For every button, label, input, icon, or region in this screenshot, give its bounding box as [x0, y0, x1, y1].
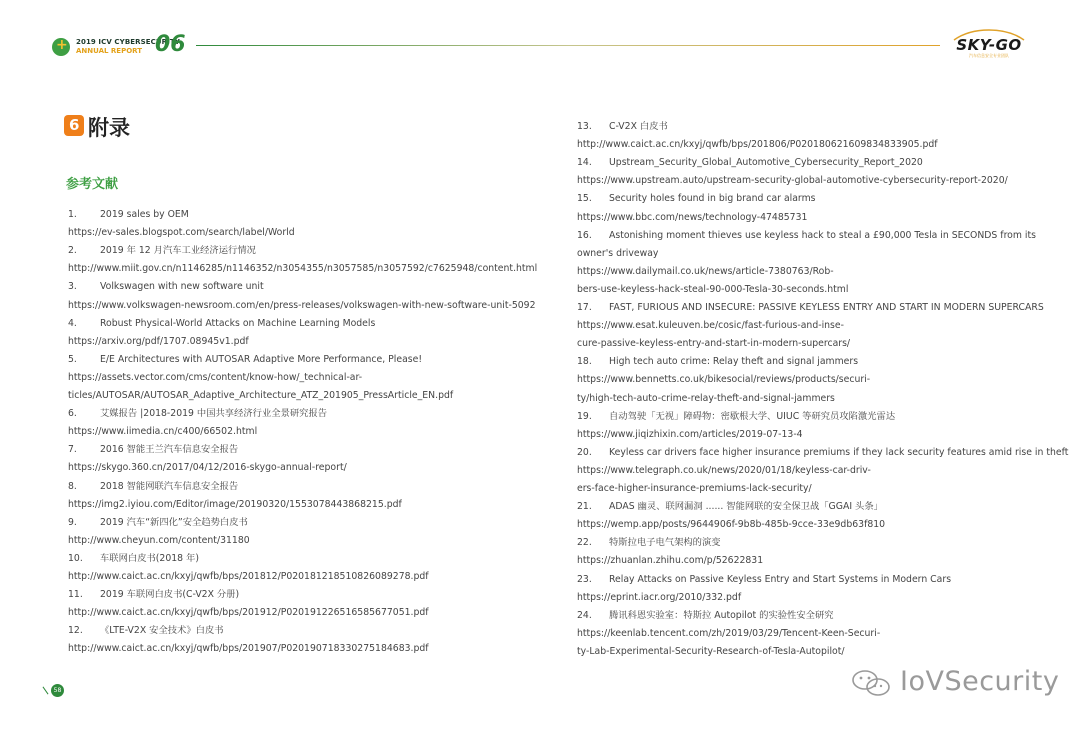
report-title-line2: ANNUAL REPORT — [76, 47, 143, 55]
reference-url: https://keenlab.tencent.com/zh/2019/03/29/Tencent-Keen-Securi- — [577, 627, 881, 639]
reference-number: 14. — [577, 157, 592, 169]
reference-title: 特斯拉电子电气架构的演变 — [609, 537, 721, 549]
page-number: 58 — [51, 684, 64, 697]
page-number-tick — [43, 687, 49, 695]
reference-number: 16. — [577, 229, 592, 241]
reference-number: 5. — [68, 353, 77, 365]
reference-title: E/E Architectures with AUTOSAR Adaptive More Performance, Please! — [100, 353, 423, 365]
reference-title: 腾讯科恩实验室：特斯拉 Autopilot 的实验性安全研究 — [609, 609, 834, 621]
reference-url: https://www.bennetts.co.uk/bikesocial/reviews/products/securi- — [577, 374, 871, 386]
brand-name: SKY-GO — [956, 36, 1022, 54]
reference-number: 2. — [68, 245, 77, 257]
reference-number: 15. — [577, 193, 592, 205]
report-title-line1: 2019 ICV CYBERSECURITY — [76, 38, 180, 46]
reference-url: https://assets.vector.com/cms/content/know-how/_technical-ar- — [68, 371, 363, 383]
reference-url: https://www.telegraph.co.uk/news/2020/01/18/keyless-car-driv- — [577, 464, 871, 476]
reference-title: 2016 智能王兰汽车信息安全报告 — [100, 444, 239, 456]
reference-title: 2018 智能网联汽车信息安全报告 — [100, 480, 239, 492]
reference-url: https://www.iimedia.cn/c400/66502.html — [68, 426, 258, 438]
reference-title: Robust Physical-World Attacks on Machine Learning Models — [100, 317, 376, 329]
reference-number: 8. — [68, 480, 77, 492]
reference-title: Security holes found in big brand car alarms — [609, 193, 816, 205]
header-divider — [196, 45, 940, 46]
reference-title: 2019 车联网白皮书(C-V2X 分册) — [100, 589, 240, 601]
reference-number: 18. — [577, 356, 592, 368]
brand-logo — [948, 28, 1030, 58]
reference-title: C-V2X 白皮书 — [609, 121, 668, 132]
reference-url: https://img2.iyiou.com/Editor/image/20190320/1553078443868215.pdf — [68, 498, 402, 510]
reference-url: bers-use-keyless-hack-steal-90-000-Tesla-30-seconds.html — [577, 283, 849, 295]
reference-url: cure-passive-keyless-entry-and-start-in-modern-supercars/ — [577, 338, 851, 350]
reference-title: Upstream_Security_Global_Automotive_Cybersecurity_Report_2020 — [609, 157, 923, 169]
reference-number: 21. — [577, 501, 592, 513]
reference-url: https://www.upstream.auto/upstream-security-global-automotive-cybersecurity-report-2020/ — [577, 175, 1008, 187]
reference-url: ty/high-tech-auto-crime-relay-theft-and-signal-jammers — [577, 392, 835, 404]
reference-title: Keyless car drivers face higher insurance premiums if they lack security features amid rise in theft — [609, 446, 1069, 458]
watermark-text: IoVSecurity — [900, 666, 1060, 697]
reference-number: 4. — [68, 317, 77, 329]
reference-url: https://www.volkswagen-newsroom.com/en/press-releases/volkswagen-with-new-software-unit-5092 — [68, 299, 536, 311]
reference-title: 2019 sales by OEM — [100, 209, 189, 220]
reference-number: 13. — [577, 121, 592, 132]
reference-title: 2019 汽车“新四化”安全趋势白皮书 — [100, 516, 248, 528]
reference-url: https://zhuanlan.zhihu.com/p/52622831 — [577, 555, 764, 567]
reference-title: 2019 年 12 月汽车工业经济运行情况 — [100, 245, 256, 257]
chapter-badge-number: 6 — [69, 116, 80, 134]
report-logo-icon — [52, 38, 70, 56]
reference-number: 9. — [68, 516, 77, 528]
reference-title: 车联网白皮书(2018 年) — [100, 552, 199, 564]
reference-url: https://www.esat.kuleuven.be/cosic/fast-furious-and-inse- — [577, 320, 844, 332]
reference-number: 1. — [68, 209, 77, 220]
section-heading: 参考文献 — [66, 177, 119, 192]
wechat-icon — [850, 668, 894, 698]
reference-number: 23. — [577, 573, 592, 585]
chapter-badge-icon — [64, 115, 84, 136]
reference-url: http://www.caict.ac.cn/kxyj/qwfb/bps/201907/P020190718330275184683.pdf — [68, 643, 429, 655]
reference-url: http://www.caict.ac.cn/kxyj/qwfb/bps/201912/P020191226516585677051.pdf — [68, 607, 429, 619]
reference-url: https://www.bbc.com/news/technology-47485731 — [577, 211, 808, 223]
reference-number: 7. — [68, 444, 77, 456]
reference-number: 19. — [577, 410, 592, 422]
reference-number: 3. — [68, 281, 77, 293]
reference-url: https://www.dailymail.co.uk/news/article-7380763/Rob- — [577, 265, 834, 277]
reference-url: https://eprint.iacr.org/2010/332.pdf — [577, 591, 742, 603]
reference-title: Volkswagen with new software unit — [100, 281, 264, 293]
reference-number: 20. — [577, 446, 592, 458]
page-title: 附录 — [88, 116, 130, 140]
reference-title: Relay Attacks on Passive Keyless Entry and Start Systems in Modern Cars — [609, 573, 952, 585]
reference-title: 《LTE-V2X 安全技术》白皮书 — [100, 625, 224, 637]
reference-title: 自动驾驶「无视」障碍物：密歇根大学、UIUC 等研究员攻陷激光雷达 — [609, 410, 896, 422]
reference-title: Astonishing moment thieves use keyless hack to steal a £90,000 Tesla in SECONDS from its — [609, 229, 1036, 241]
reference-url: ers-face-higher-insurance-premiums-lack-security/ — [577, 483, 812, 494]
reference-number: 17. — [577, 302, 592, 313]
reference-url: http://www.caict.ac.cn/kxyj/qwfb/bps/201806/P020180621609834833905.pdf — [577, 139, 938, 151]
reference-title: High tech auto crime: Relay theft and signal jammers — [609, 356, 859, 368]
reference-title: ADAS 幽灵、联网漏洞 ...... 智能网联的安全保卫战「GGAI 头条」 — [609, 501, 883, 513]
reference-number: 22. — [577, 537, 592, 549]
reference-url: https://www.jiqizhixin.com/articles/2019-07-13-4 — [577, 428, 803, 440]
reference-url: http://www.miit.gov.cn/n1146285/n1146352/n3054355/n3057585/n3057592/c7625948/content.html — [68, 263, 538, 275]
chapter-number: 06 — [155, 32, 186, 57]
reference-number: 6. — [68, 408, 77, 420]
reference-url: https://skygo.360.cn/2017/04/12/2016-skygo-annual-report/ — [68, 462, 347, 474]
reference-number: 10. — [68, 552, 83, 564]
brand-subtitle: 汽车信息安全专业团队 — [969, 53, 1009, 58]
reference-url: ty-Lab-Experimental-Security-Research-of-Tesla-Autopilot/ — [577, 645, 845, 657]
reference-number: 11. — [68, 589, 83, 601]
reference-url: https://wemp.app/posts/9644906f-9b8b-485b-9cce-33e9db63f810 — [577, 519, 886, 531]
reference-url: https://arxiv.org/pdf/1707.08945v1.pdf — [68, 335, 249, 347]
reference-title: FAST, FURIOUS AND INSECURE: PASSIVE KEYLESS ENTRY AND START IN MODERN SUPERCARS — [609, 302, 1044, 313]
reference-url: http://www.cheyun.com/content/31180 — [68, 534, 250, 546]
reference-title: 艾媒报告 |2018-2019 中国共享经济行业全景研究报告 — [100, 408, 328, 420]
reference-url: https://ev-sales.blogspot.com/search/label/World — [68, 227, 295, 239]
reference-number: 12. — [68, 625, 83, 637]
reference-title-cont: owner's driveway — [577, 247, 659, 259]
reference-number: 24. — [577, 609, 592, 621]
reference-url: ticles/AUTOSAR/AUTOSAR_Adaptive_Architecture_ATZ_201905_PressArticle_EN.pdf — [68, 390, 454, 401]
reference-url: http://www.caict.ac.cn/kxyj/qwfb/bps/201812/P020181218510826089278.pdf — [68, 571, 429, 582]
